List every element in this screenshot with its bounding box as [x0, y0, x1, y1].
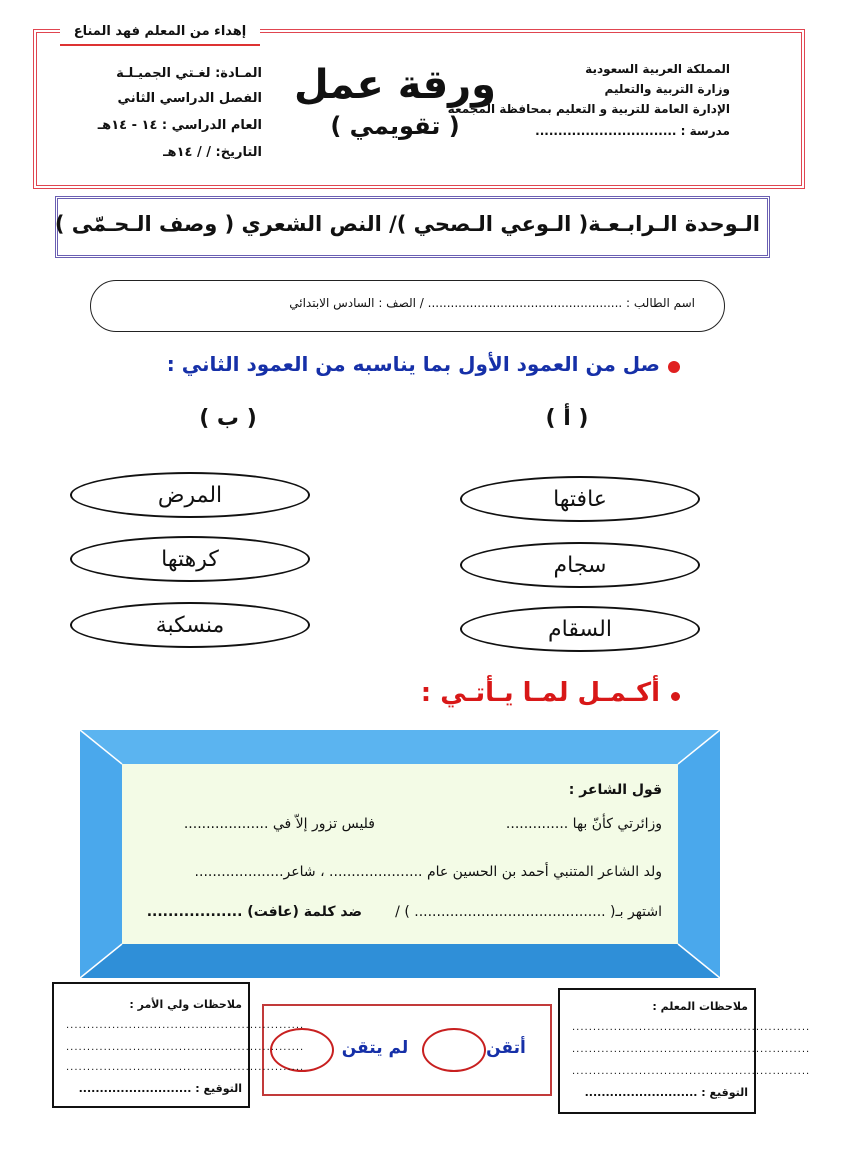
match-b-item-2[interactable]: كرهتها [70, 536, 310, 582]
guardian-notes-line[interactable]: ......................................................... [66, 1020, 305, 1031]
dedication: إهداء من المعلم فهد المناع [60, 20, 260, 46]
question1-bullet-icon [668, 361, 680, 373]
header-line-term: الفصل الدراسي الثاني [117, 91, 262, 106]
header-line-subject: المـادة: لغـتي الجميـلـة [116, 66, 262, 81]
guardian-notes-line[interactable]: ......................................................... [66, 1062, 305, 1073]
match-a-item-1[interactable]: عافتها [460, 476, 700, 522]
teacher-notes-line[interactable]: ......................................................... [572, 1044, 811, 1055]
column-b-header: ( ب ) [199, 406, 257, 431]
unit-title: الـوحدة الـرابـعـة( الـوعي الـصحي )/ النص الشعري ( وصف الـحـمّى ) [54, 212, 760, 236]
verse-first-half: وزائرتي كأنّ بها .............. [505, 816, 662, 832]
antonym-line: ضد كلمة (عافت) .................. [146, 904, 362, 920]
header-line-school: مدرسة : ............................... [535, 124, 730, 138]
teacher-notes-title: ملاحظات المعلم : [652, 1000, 748, 1013]
guardian-notes-line[interactable]: ......................................................... [66, 1042, 305, 1053]
teacher-notes-line[interactable]: ......................................................... [572, 1066, 811, 1077]
mastered-checkbox[interactable] [422, 1028, 486, 1072]
header-line-admin: الإدارة العامة للتربية و التعليم بمحافظة المجمعة [447, 102, 730, 116]
student-info: اسم الطالب : ................................................... / الصف : السادس الابتدائي [289, 296, 695, 310]
not-mastered-label: لم يتقن [341, 1038, 409, 1058]
header-line-ministry: وزارة التربية والتعليم [604, 82, 730, 96]
teacher-signature[interactable]: التوقيع : ........................... [584, 1086, 748, 1099]
header-right [447, 62, 730, 138]
header-line-country: المملكة العربية السعودية [585, 62, 730, 76]
poet-label: قول الشاعر : [568, 782, 662, 798]
header-line-date: التاريخ: / / ١٤هـ [163, 145, 262, 160]
column-a-header: ( أ ) [545, 406, 589, 431]
header-line-year: العام الدراسي : ١٤ - ١٤هـ [97, 118, 262, 133]
question2-bullet-icon [671, 692, 680, 701]
match-a-item-2[interactable]: سجام [460, 542, 700, 588]
poet-fame-line: اشتهر بـ( ........................................... ) / [395, 904, 662, 920]
match-b-item-1[interactable]: المرض [70, 472, 310, 518]
mastered-label: أتقن [486, 1038, 526, 1058]
question2-title: أكـمـل لمـا يـأتـي : [420, 678, 660, 708]
page-title: ورقة عمل [293, 62, 497, 108]
match-b-item-3[interactable]: منسكبة [70, 602, 310, 648]
guardian-notes-title: ملاحظات ولي الأمر : [129, 998, 242, 1011]
guardian-signature[interactable]: التوقيع : ........................... [78, 1082, 242, 1095]
header-left [62, 66, 262, 160]
teacher-notes-line[interactable]: ......................................................... [572, 1022, 811, 1033]
verse-second-half: فليس تزور إلاّ في ................... [183, 816, 375, 832]
question1-title: صل من العمود الأول بما يناسبه من العمود الثاني : [166, 352, 660, 376]
match-a-item-3[interactable]: السقام [460, 606, 700, 652]
poet-birth-line: ولد الشاعر المتنبي أحمد بن الحسين عام ..................... ، شاعر.................... [194, 864, 662, 880]
page-subtitle: ( تقويمي ) [330, 112, 460, 140]
